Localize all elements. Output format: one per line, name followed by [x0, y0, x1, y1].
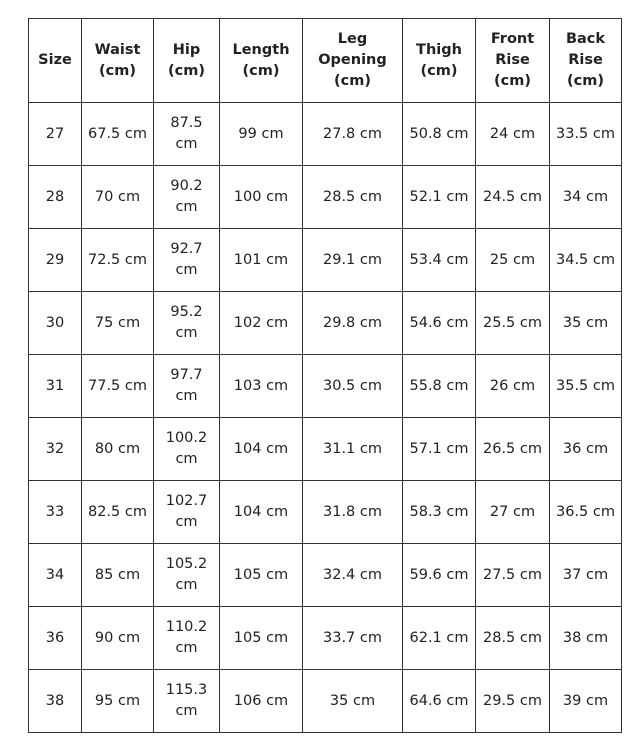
cell-leg-opening: 35 cm	[303, 670, 403, 733]
cell-front-rise: 27 cm	[476, 481, 550, 544]
cell-hip: 90.2 cm	[154, 166, 220, 229]
table-row	[29, 355, 622, 418]
cell-hip: 110.2 cm	[154, 607, 220, 670]
size-chart-table	[28, 18, 622, 733]
cell-waist: 77.5 cm	[82, 355, 154, 418]
cell-back-rise: 38 cm	[550, 607, 622, 670]
cell-hip: 95.2 cm	[154, 292, 220, 355]
cell-hip: 105.2 cm	[154, 544, 220, 607]
cell-hip: 97.7 cm	[154, 355, 220, 418]
cell-thigh: 64.6 cm	[403, 670, 476, 733]
cell-size: 36	[29, 607, 82, 670]
cell-leg-opening: 31.1 cm	[303, 418, 403, 481]
cell-leg-opening: 28.5 cm	[303, 166, 403, 229]
cell-front-rise: 24 cm	[476, 103, 550, 166]
cell-leg-opening: 32.4 cm	[303, 544, 403, 607]
cell-back-rise: 35.5 cm	[550, 355, 622, 418]
cell-size: 33	[29, 481, 82, 544]
cell-front-rise: 26 cm	[476, 355, 550, 418]
cell-waist: 95 cm	[82, 670, 154, 733]
cell-front-rise: 25.5 cm	[476, 292, 550, 355]
table-row	[29, 670, 622, 733]
cell-back-rise: 34.5 cm	[550, 229, 622, 292]
cell-length: 101 cm	[220, 229, 303, 292]
cell-back-rise: 37 cm	[550, 544, 622, 607]
cell-length: 106 cm	[220, 670, 303, 733]
cell-size: 34	[29, 544, 82, 607]
cell-thigh: 52.1 cm	[403, 166, 476, 229]
cell-front-rise: 25 cm	[476, 229, 550, 292]
cell-waist: 80 cm	[82, 418, 154, 481]
header-size: Size	[29, 19, 82, 103]
header-waist: Waist (cm)	[82, 19, 154, 103]
cell-length: 99 cm	[220, 103, 303, 166]
cell-length: 105 cm	[220, 544, 303, 607]
cell-size: 31	[29, 355, 82, 418]
cell-leg-opening: 33.7 cm	[303, 607, 403, 670]
cell-thigh: 54.6 cm	[403, 292, 476, 355]
cell-thigh: 57.1 cm	[403, 418, 476, 481]
cell-leg-opening: 31.8 cm	[303, 481, 403, 544]
table-body	[29, 103, 622, 733]
cell-hip: 100.2 cm	[154, 418, 220, 481]
cell-back-rise: 33.5 cm	[550, 103, 622, 166]
cell-size: 27	[29, 103, 82, 166]
cell-waist: 67.5 cm	[82, 103, 154, 166]
cell-leg-opening: 29.8 cm	[303, 292, 403, 355]
cell-front-rise: 26.5 cm	[476, 418, 550, 481]
cell-size: 38	[29, 670, 82, 733]
cell-thigh: 62.1 cm	[403, 607, 476, 670]
cell-length: 103 cm	[220, 355, 303, 418]
table-row	[29, 166, 622, 229]
cell-length: 100 cm	[220, 166, 303, 229]
cell-leg-opening: 27.8 cm	[303, 103, 403, 166]
cell-back-rise: 36 cm	[550, 418, 622, 481]
table-row	[29, 544, 622, 607]
cell-front-rise: 24.5 cm	[476, 166, 550, 229]
header-back-rise: Back Rise (cm)	[550, 19, 622, 103]
cell-back-rise: 35 cm	[550, 292, 622, 355]
header-leg-opening: Leg Opening (cm)	[303, 19, 403, 103]
cell-thigh: 53.4 cm	[403, 229, 476, 292]
cell-back-rise: 36.5 cm	[550, 481, 622, 544]
cell-back-rise: 39 cm	[550, 670, 622, 733]
cell-hip: 102.7 cm	[154, 481, 220, 544]
table-row	[29, 418, 622, 481]
table-row	[29, 607, 622, 670]
header-length: Length (cm)	[220, 19, 303, 103]
cell-thigh: 58.3 cm	[403, 481, 476, 544]
cell-length: 105 cm	[220, 607, 303, 670]
header-front-rise: Front Rise (cm)	[476, 19, 550, 103]
cell-length: 102 cm	[220, 292, 303, 355]
cell-waist: 82.5 cm	[82, 481, 154, 544]
cell-waist: 70 cm	[82, 166, 154, 229]
cell-hip: 115.3 cm	[154, 670, 220, 733]
cell-size: 32	[29, 418, 82, 481]
cell-waist: 75 cm	[82, 292, 154, 355]
cell-back-rise: 34 cm	[550, 166, 622, 229]
cell-size: 29	[29, 229, 82, 292]
header-thigh: Thigh (cm)	[403, 19, 476, 103]
table-row	[29, 103, 622, 166]
cell-leg-opening: 30.5 cm	[303, 355, 403, 418]
header-row	[29, 19, 622, 103]
table-header	[29, 19, 622, 103]
cell-length: 104 cm	[220, 481, 303, 544]
cell-waist: 72.5 cm	[82, 229, 154, 292]
cell-size: 30	[29, 292, 82, 355]
cell-waist: 85 cm	[82, 544, 154, 607]
cell-thigh: 50.8 cm	[403, 103, 476, 166]
table-row	[29, 292, 622, 355]
cell-front-rise: 29.5 cm	[476, 670, 550, 733]
cell-length: 104 cm	[220, 418, 303, 481]
cell-front-rise: 27.5 cm	[476, 544, 550, 607]
cell-leg-opening: 29.1 cm	[303, 229, 403, 292]
header-hip: Hip (cm)	[154, 19, 220, 103]
cell-hip: 87.5 cm	[154, 103, 220, 166]
cell-size: 28	[29, 166, 82, 229]
cell-thigh: 55.8 cm	[403, 355, 476, 418]
cell-hip: 92.7 cm	[154, 229, 220, 292]
table-row	[29, 229, 622, 292]
table-row	[29, 481, 622, 544]
cell-waist: 90 cm	[82, 607, 154, 670]
cell-thigh: 59.6 cm	[403, 544, 476, 607]
cell-front-rise: 28.5 cm	[476, 607, 550, 670]
